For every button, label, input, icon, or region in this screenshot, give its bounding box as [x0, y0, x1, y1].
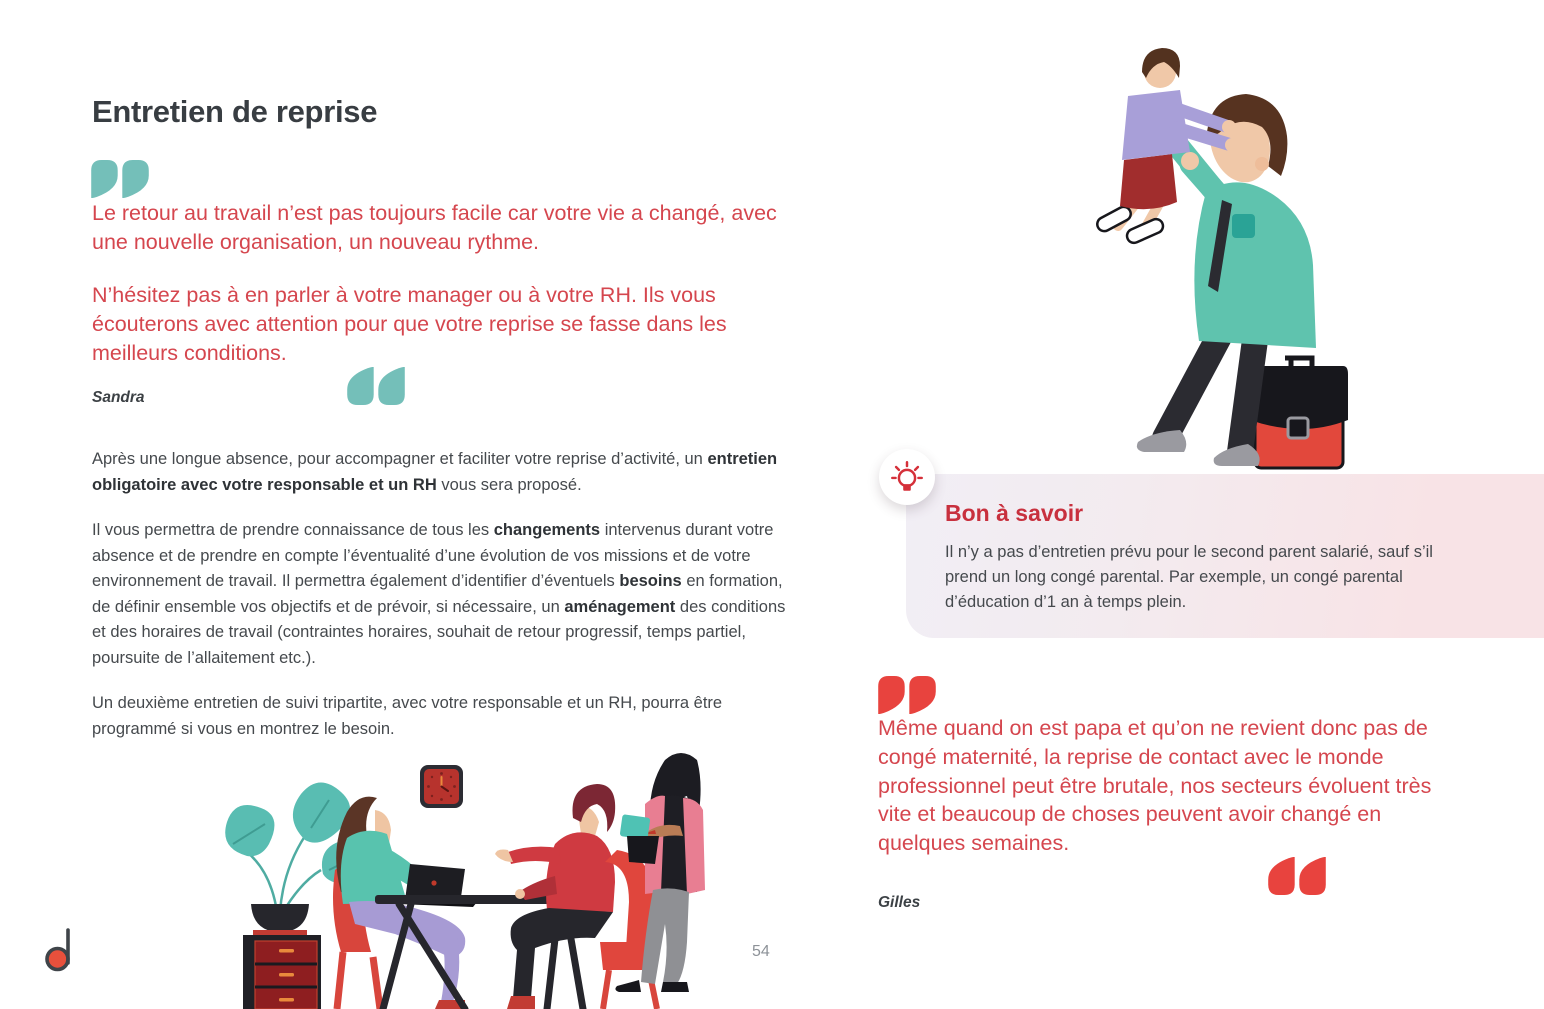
- paragraph: Après une longue absence, pour accompagner et faciliter votre reprise d’activité, un entretien obligatoire avec votre responsable et un RH vous sera proposé.: [92, 450, 778, 494]
- callout-body: Il n’y a pas d’entretien prévu pour le second parent salarié, sauf s’il prend un long congé parental. Par exemple, un congé parental d’éducation d’1 an à temps plein.: [945, 543, 1433, 611]
- illustration-father-child: [1080, 40, 1430, 475]
- testimonial-quote: [92, 199, 804, 392]
- quote-author: Gilles: [878, 894, 921, 911]
- quote-open-icon: [878, 676, 936, 714]
- quote-paragraph: N’hésitez pas à en parler à votre manager ou à votre RH. Ils vous écouterons avec attention pour que votre reprise se fasse dans les meilleurs conditions.: [92, 283, 727, 365]
- body-text: [92, 447, 789, 762]
- quote-close-icon: [347, 367, 405, 405]
- quote-close-icon: [1268, 857, 1326, 895]
- quote-author: Sandra: [92, 389, 145, 406]
- quote-paragraph: Le retour au travail n’est pas toujours facile car votre vie a changé, avec une nouvelle organisation, un nouveau rythme.: [92, 201, 777, 254]
- lightbulb-icon: [888, 458, 926, 496]
- page-title: Entretien de reprise: [92, 94, 378, 129]
- cabinet-illustration: [243, 935, 321, 1009]
- quote-open-icon: [91, 160, 149, 198]
- testimonial-quote: [878, 714, 1463, 858]
- callout-title: Bon à savoir: [945, 500, 1084, 526]
- page-number: 54: [752, 943, 770, 960]
- quote-paragraph: Même quand on est papa et qu’on ne revient donc pas de congé maternité, la reprise de contact avec le monde professionnel peut être brutale, nos secteurs évoluent très vite et beaucoup de choses peuvent avoir changé en quelques semaines.: [878, 716, 1432, 856]
- brand-d-logo-icon: [44, 927, 74, 973]
- clock-illustration: [420, 765, 463, 808]
- callout-badge: [879, 449, 935, 505]
- briefcase-illustration: [1250, 358, 1348, 468]
- paragraph: Il vous permettra de prendre connaissance de tous les changements intervenus durant votre absence et de prendre en compte l’éventualité d’une évolution de vos missions et de votre environnement de travail. Il permettra également d’identifier d’éventuels besoins en formation, de définir ensemble vos objectifs et de prévoir, si nécessaire, un aménagement des conditions et des horaires de travail (contraintes horaires, souhait de retour progressif, temps partiel, poursuite de l’allaitement etc.).: [92, 521, 786, 667]
- callout-bon-a-savoir: [906, 474, 1544, 638]
- illustration-team-meeting: [225, 752, 785, 1009]
- paragraph: Un deuxième entretien de suivi tripartite, avec votre responsable et un RH, pourra être programmé si vous en montrez le besoin.: [92, 694, 723, 738]
